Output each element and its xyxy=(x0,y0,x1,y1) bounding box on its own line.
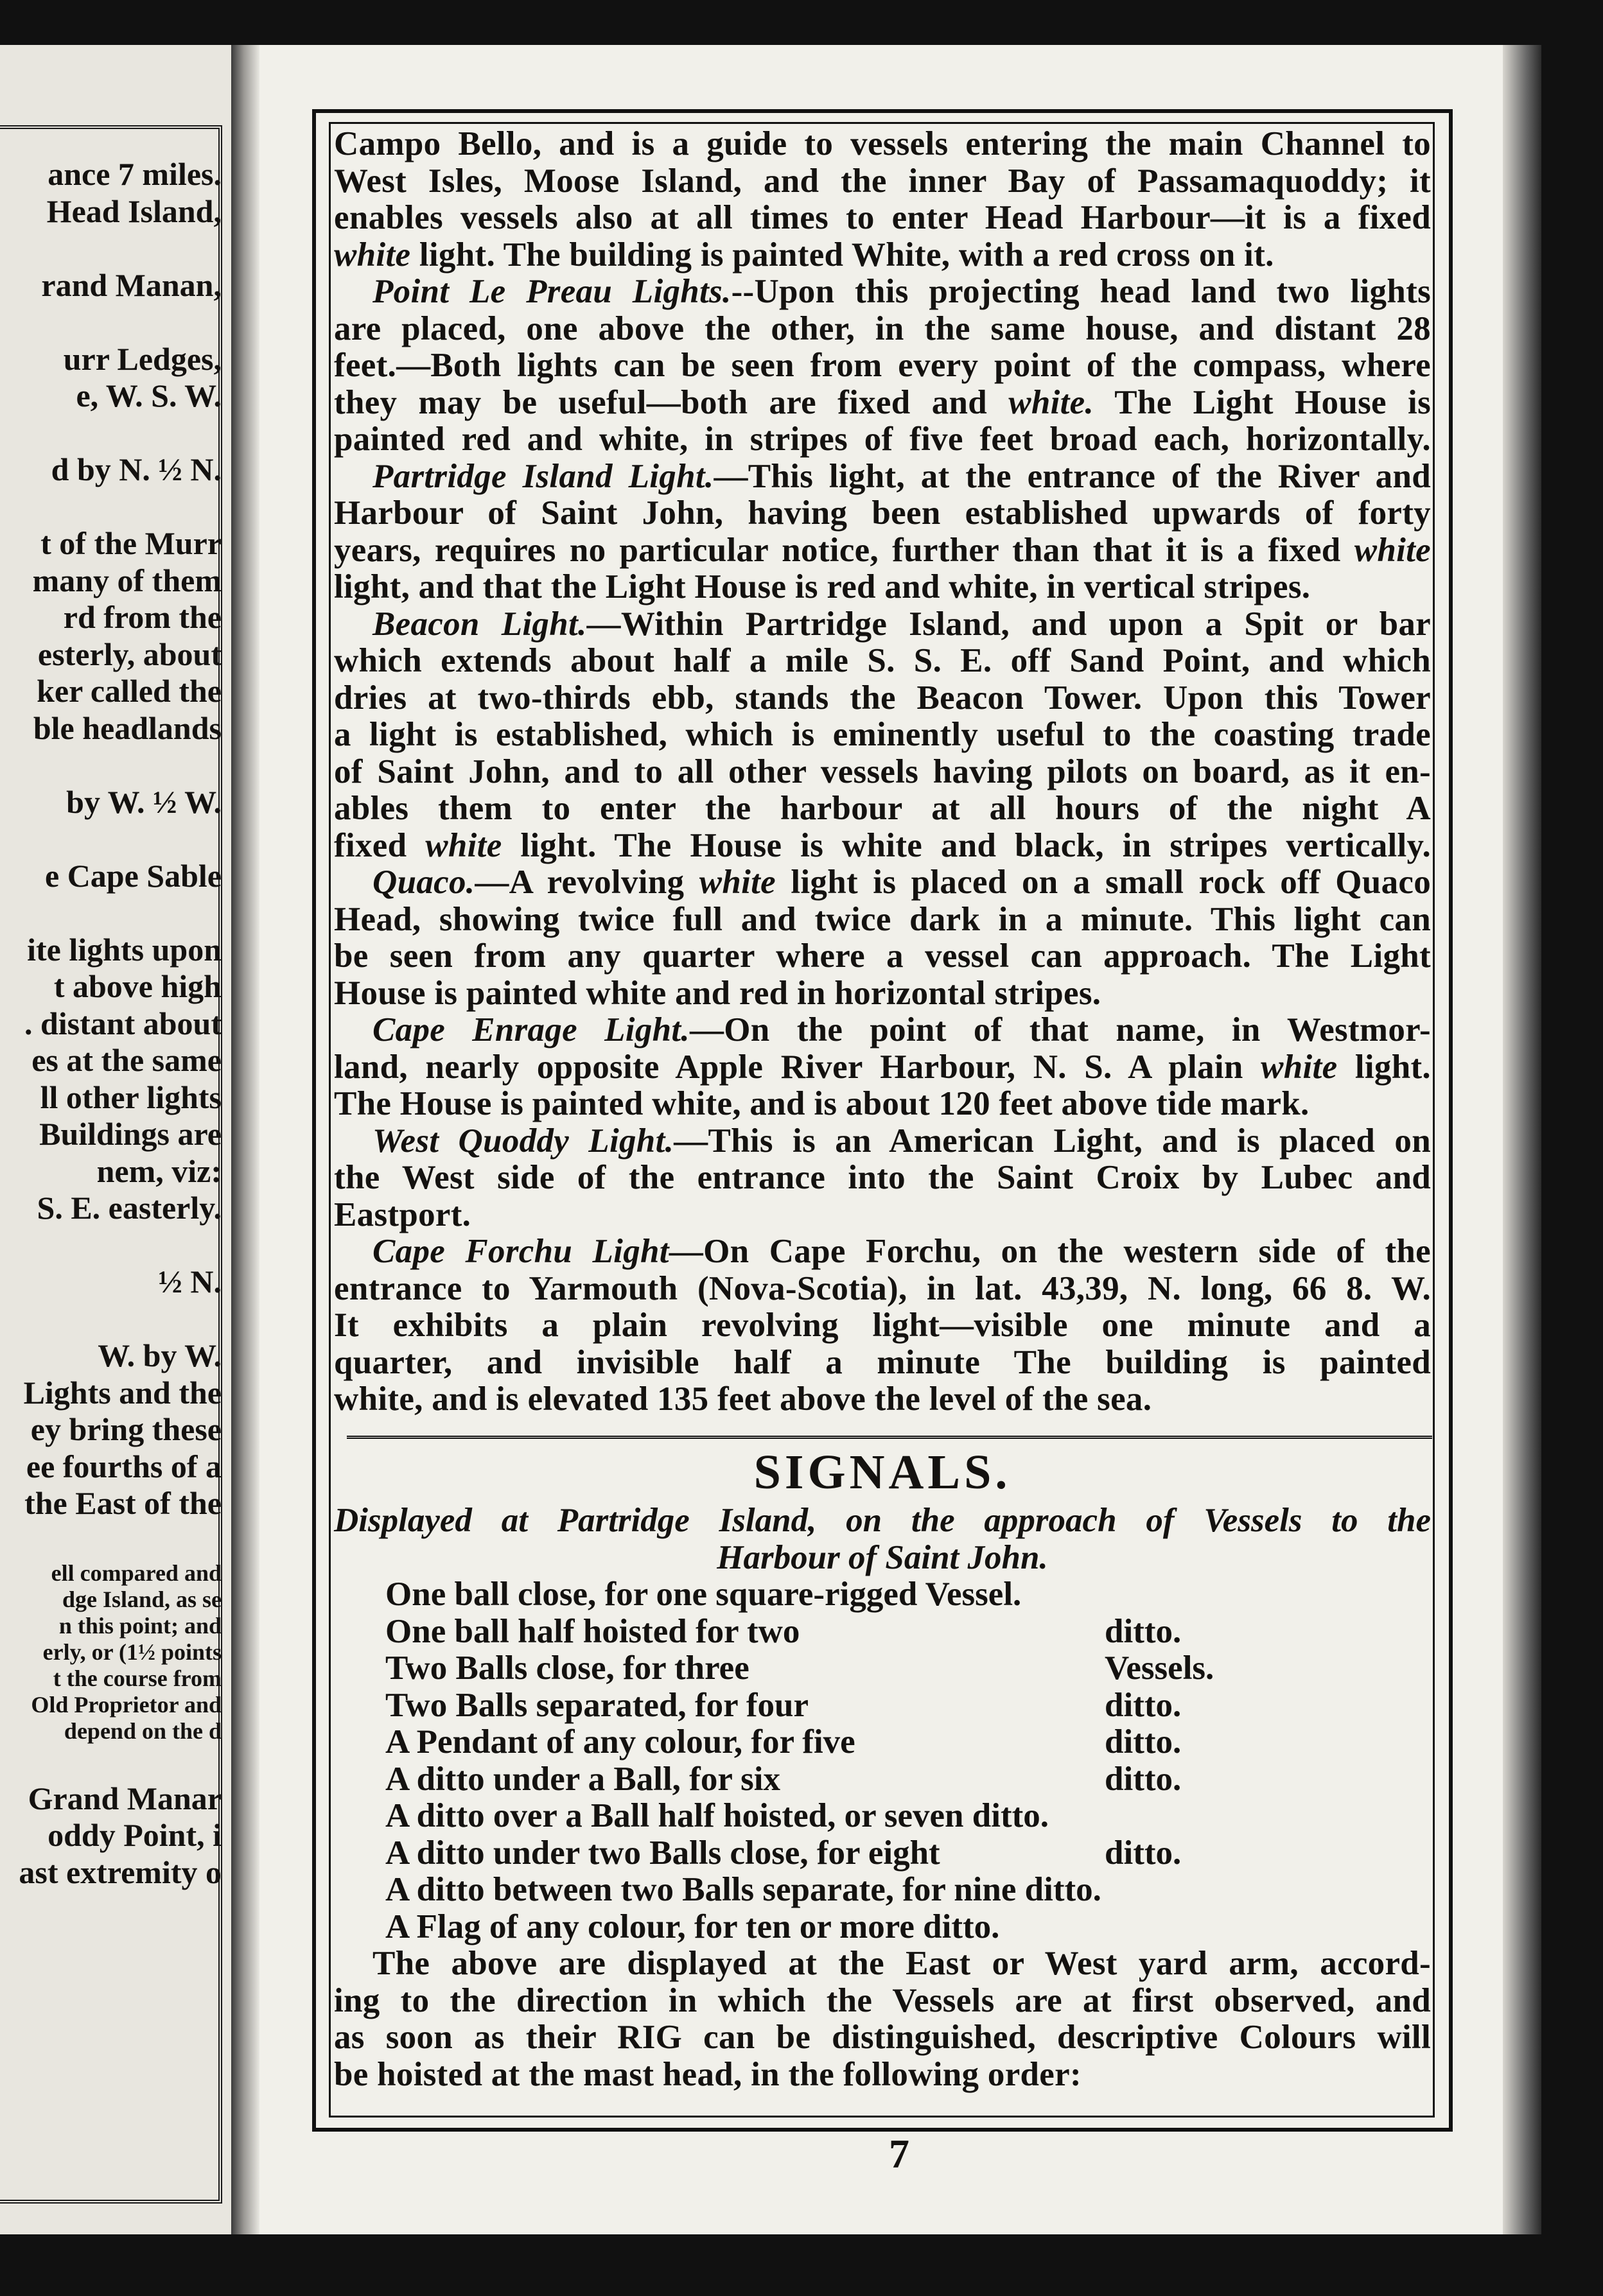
text-run: Harbour of Saint John, having been established upwards of forty xyxy=(334,494,1431,532)
italic-run: white xyxy=(699,864,776,901)
left-page-line: W. by W. xyxy=(98,1337,222,1373)
italic-run: Point Le Preau Lights. xyxy=(372,273,731,310)
text-run: Eastport. xyxy=(334,1196,471,1233)
text-line xyxy=(334,1160,1431,1197)
signals-subheading-line-2: Harbour of Saint John. xyxy=(717,1538,1048,1576)
signal-description: A Flag of any colour, for ten or more ditto. xyxy=(385,1908,1000,1945)
text-line xyxy=(334,790,1431,828)
closing-line: be hoisted at the mast head, in the following order: xyxy=(334,2055,1082,2093)
text-run: white, and is elevated 135 feet above the level of the sea. xyxy=(334,1380,1152,1418)
text-run: be seen from any quarter where a vessel can approach. The Light xyxy=(334,937,1431,975)
text-line xyxy=(334,126,1431,163)
text-line xyxy=(334,274,1431,311)
text-run: light, and that the Light House is red and white, in vertical stripes. xyxy=(334,568,1311,605)
text-run: fixed xyxy=(334,826,426,864)
signal-description: One ball half hoisted for two xyxy=(385,1612,800,1650)
left-page-line: ee fourths of a xyxy=(26,1448,222,1484)
text-line xyxy=(334,495,1431,532)
text-run: quarter, and invisible half a minute The building is painted xyxy=(334,1343,1431,1381)
italic-run: white. xyxy=(1008,383,1094,421)
closing-line: as soon as their RIG can be distinguished, descriptive Colours will xyxy=(334,2019,1431,2056)
signals-closing-paragraph xyxy=(334,1945,1431,2093)
signal-quantity: ditto. xyxy=(1105,1834,1182,1872)
left-page-line: ance 7 miles. xyxy=(48,156,222,192)
left-page-line: d by N. ½ N. xyxy=(51,451,222,487)
left-page-line: Old Proprietor and xyxy=(31,1692,222,1718)
text-run: light. The House is white and black, in stripes vertically. xyxy=(502,826,1431,864)
text-run: West Isles, Moose Island, and the inner Bay of Passamaquoddy; it xyxy=(334,162,1431,200)
signals-subheading-line-1: Displayed at Partridge Island, on the approach of Vessels to the xyxy=(334,1502,1431,1539)
text-line xyxy=(334,901,1431,939)
signal-quantity xyxy=(1105,1798,1227,1835)
italic-run: West Quoddy Light. xyxy=(372,1122,674,1160)
text-line xyxy=(334,754,1431,791)
left-page-line: es at the same xyxy=(31,1042,222,1078)
signal-quantity: ditto. xyxy=(1105,1723,1182,1761)
text-run: --Upon this projecting head land two lights xyxy=(731,273,1431,310)
text-run: of Saint John, and to all other vessels having pilots on board, as it en- xyxy=(334,752,1431,790)
signal-quantity: ditto. xyxy=(1105,1760,1182,1798)
signal-row xyxy=(385,1761,1227,1798)
text-line xyxy=(334,1049,1431,1086)
text-run: which extends about half a mile S. S. E. off Sand Point, and which xyxy=(334,642,1431,679)
signals-heading: SIGNALS. xyxy=(753,1445,1012,1499)
signal-quantity xyxy=(1105,1872,1227,1909)
text-line xyxy=(334,569,1431,606)
text-run: —On Cape Forchu, on the western side of the xyxy=(669,1233,1431,1270)
signal-description: Two Balls separated, for four xyxy=(385,1686,809,1724)
closing-line: The above are displayed at the East or West yard arm, accord- xyxy=(372,1945,1431,1982)
left-page-line: t the course from xyxy=(53,1665,222,1691)
left-page-line: ½ N. xyxy=(158,1264,222,1300)
text-run: light. The building is painted White, with a red cross on it. xyxy=(410,236,1274,274)
text-run: a light is established, which is eminently useful to the coasting trade xyxy=(334,716,1431,753)
left-page-line: ker called the xyxy=(37,673,222,709)
text-line xyxy=(334,532,1431,570)
italic-run: Beacon Light. xyxy=(372,605,587,643)
text-line xyxy=(334,1307,1431,1344)
text-run: they may be useful—both are fixed and xyxy=(334,383,1009,421)
text-line xyxy=(334,347,1431,385)
left-page-line: many of them xyxy=(32,562,222,598)
text-line xyxy=(334,1086,1431,1123)
text-line xyxy=(334,421,1431,458)
text-line xyxy=(334,1197,1431,1234)
left-page-line: rd from the xyxy=(63,599,222,635)
left-page-line: esterly, about xyxy=(37,636,222,672)
text-run: entrance to Yarmouth (Nova-Scotia), in lat. 43,39, N. long, 66 8. W. xyxy=(334,1269,1431,1307)
signal-row xyxy=(385,1724,1227,1761)
section-divider xyxy=(347,1436,1432,1439)
signal-description: One ball close, for one square-rigged Vessel. xyxy=(385,1576,1022,1613)
text-line xyxy=(334,237,1431,274)
left-page-line: nem, viz: xyxy=(96,1152,222,1189)
closing-line: ing to the direction in which the Vessels are at first observed, and xyxy=(334,1981,1431,2019)
signal-quantity xyxy=(1105,1909,1227,1946)
italic-run: white xyxy=(1354,531,1431,569)
text-run: dries at two-thirds ebb, stands the Beacon Tower. Upon this Tower xyxy=(334,679,1431,717)
left-page-line: dge Island, as se xyxy=(62,1587,222,1612)
text-run: The Light House is xyxy=(1094,383,1431,421)
signal-description: A ditto under a Ball, for six xyxy=(385,1760,780,1798)
text-line xyxy=(334,643,1431,680)
left-page-line: rand Manan, xyxy=(41,266,222,303)
text-run: —This is an American Light, and is placed on xyxy=(674,1122,1432,1160)
text-line xyxy=(334,1271,1431,1308)
left-page-line: the East of the xyxy=(24,1485,222,1521)
signal-quantity: ditto. xyxy=(1105,1686,1182,1724)
text-run: land, nearly opposite Apple River Harbour, N. S. A plain xyxy=(334,1048,1261,1086)
left-page-line: S. E. easterly. xyxy=(37,1190,222,1226)
text-line xyxy=(334,1233,1431,1271)
signal-row xyxy=(385,1798,1227,1835)
left-page-line: ll other lights xyxy=(40,1079,222,1115)
text-run: The House is painted white, and is about 120 feet above tide mark. xyxy=(334,1085,1310,1122)
signals-subheading xyxy=(334,1502,1431,1576)
text-line xyxy=(334,938,1431,975)
left-page-line: ble headlands xyxy=(33,709,222,746)
left-page-line: oddy Point, i xyxy=(48,1817,222,1853)
text-line xyxy=(334,828,1431,865)
text-run: Campo Bello, and is a guide to vessels entering the main Channel to xyxy=(334,125,1431,162)
page-edge xyxy=(1503,45,1541,2234)
left-page-line: Head Island, xyxy=(46,193,222,229)
left-page-line: depend on the d xyxy=(64,1718,222,1744)
signal-quantity xyxy=(1105,1576,1227,1613)
left-page-line: e Cape Sable xyxy=(45,857,222,894)
left-page-line: t above high xyxy=(53,968,222,1004)
text-run: ables them to enter the harbour at all hours of the night A xyxy=(334,790,1431,827)
italic-run: Cape Enrage Light. xyxy=(372,1011,690,1048)
text-line xyxy=(334,163,1431,200)
text-line xyxy=(334,606,1431,643)
signal-description: Two Balls close, for three xyxy=(385,1649,749,1687)
text-run: Head, showing twice full and twice dark in a minute. This light can xyxy=(334,900,1431,938)
left-page-line: n this point; and xyxy=(58,1613,222,1639)
left-page-line: . distant about xyxy=(24,1005,222,1041)
signal-row xyxy=(385,1650,1227,1687)
left-page-line: Grand Manar xyxy=(28,1780,222,1816)
left-page-line: erly, or (1½ points xyxy=(42,1639,222,1665)
signal-description: A Pendant of any colour, for five xyxy=(385,1723,855,1761)
left-page-line: Lights and the xyxy=(23,1374,222,1411)
text-line xyxy=(334,1123,1431,1160)
text-run: —A revolving xyxy=(475,864,699,901)
text-line xyxy=(334,1344,1431,1382)
signal-row xyxy=(385,1909,1227,1946)
left-page-line: Buildings are xyxy=(39,1116,222,1152)
signal-row xyxy=(385,1576,1227,1613)
italic-run: Partridge Island Light. xyxy=(372,457,714,495)
signal-quantity: ditto. xyxy=(1105,1612,1182,1650)
text-run: enables vessels also at all times to enter Head Harbour—it is a fixed xyxy=(334,199,1431,236)
left-page-line: ell compared and xyxy=(51,1560,222,1586)
signal-description: A ditto between two Balls separate, for nine ditto. xyxy=(385,1871,1101,1908)
signal-row xyxy=(385,1835,1227,1872)
signal-row xyxy=(385,1687,1227,1725)
text-line xyxy=(334,717,1431,754)
text-run: the West side of the entrance into the Saint Croix by Lubec and xyxy=(334,1159,1431,1196)
left-page-line: ite lights upon xyxy=(27,931,222,968)
text-run: are placed, one above the other, in the same house, and distant 28 xyxy=(334,309,1431,347)
signal-quantity: Vessels. xyxy=(1105,1649,1214,1687)
text-run: —On the point of that name, in Westmor- xyxy=(689,1011,1431,1048)
left-page-line: by W. ½ W. xyxy=(66,783,222,820)
left-page-line: e, W. S. W. xyxy=(76,378,222,413)
italic-run: white xyxy=(334,236,411,274)
text-line xyxy=(334,311,1431,348)
text-run: feet.—Both lights can be seen from every point of the compass, where xyxy=(334,347,1431,384)
text-line xyxy=(334,458,1431,496)
signal-row xyxy=(385,1613,1227,1651)
left-page-line: ey bring these xyxy=(30,1411,222,1447)
text-line xyxy=(334,975,1431,1013)
text-line xyxy=(334,1381,1431,1418)
left-page-line: t of the Murr xyxy=(40,525,222,561)
text-line xyxy=(334,680,1431,717)
text-run: years, requires no particular notice, further than that it is a fixed xyxy=(334,531,1354,569)
text-run: House is painted white and red in horizontal stripes. xyxy=(334,974,1101,1012)
signal-description: A ditto under two Balls close, for eight xyxy=(385,1834,940,1872)
signal-row xyxy=(385,1872,1227,1909)
italic-run: white xyxy=(1261,1048,1338,1086)
text-line xyxy=(334,200,1431,237)
text-run: —This light, at the entrance of the River and xyxy=(714,457,1431,495)
page-number: 7 xyxy=(889,2131,909,2177)
text-run: light is placed on a small rock off Quaco xyxy=(776,864,1431,901)
page-gutter xyxy=(231,45,259,2234)
text-line xyxy=(334,864,1431,901)
text-line xyxy=(334,385,1431,422)
text-run: painted red and white, in stripes of five feet broad each, horizontally. xyxy=(334,421,1431,458)
lights-description xyxy=(334,126,1431,1418)
left-page-line: urr Ledges, xyxy=(63,340,222,377)
italic-run: Cape Forchu Light xyxy=(372,1233,669,1270)
italic-run: Quaco. xyxy=(372,864,475,901)
signal-description: A ditto over a Ball half hoisted, or seven ditto. xyxy=(385,1797,1049,1834)
text-run: light. xyxy=(1337,1048,1431,1086)
italic-run: white xyxy=(425,826,502,864)
signal-list xyxy=(385,1576,1227,1945)
text-run: It exhibits a plain revolving light—visible one minute and a xyxy=(334,1307,1431,1344)
left-page-line: ast extremity o xyxy=(19,1854,222,1890)
text-line xyxy=(334,1012,1431,1049)
text-run: —Within Partridge Island, and upon a Spit or bar xyxy=(586,605,1431,643)
